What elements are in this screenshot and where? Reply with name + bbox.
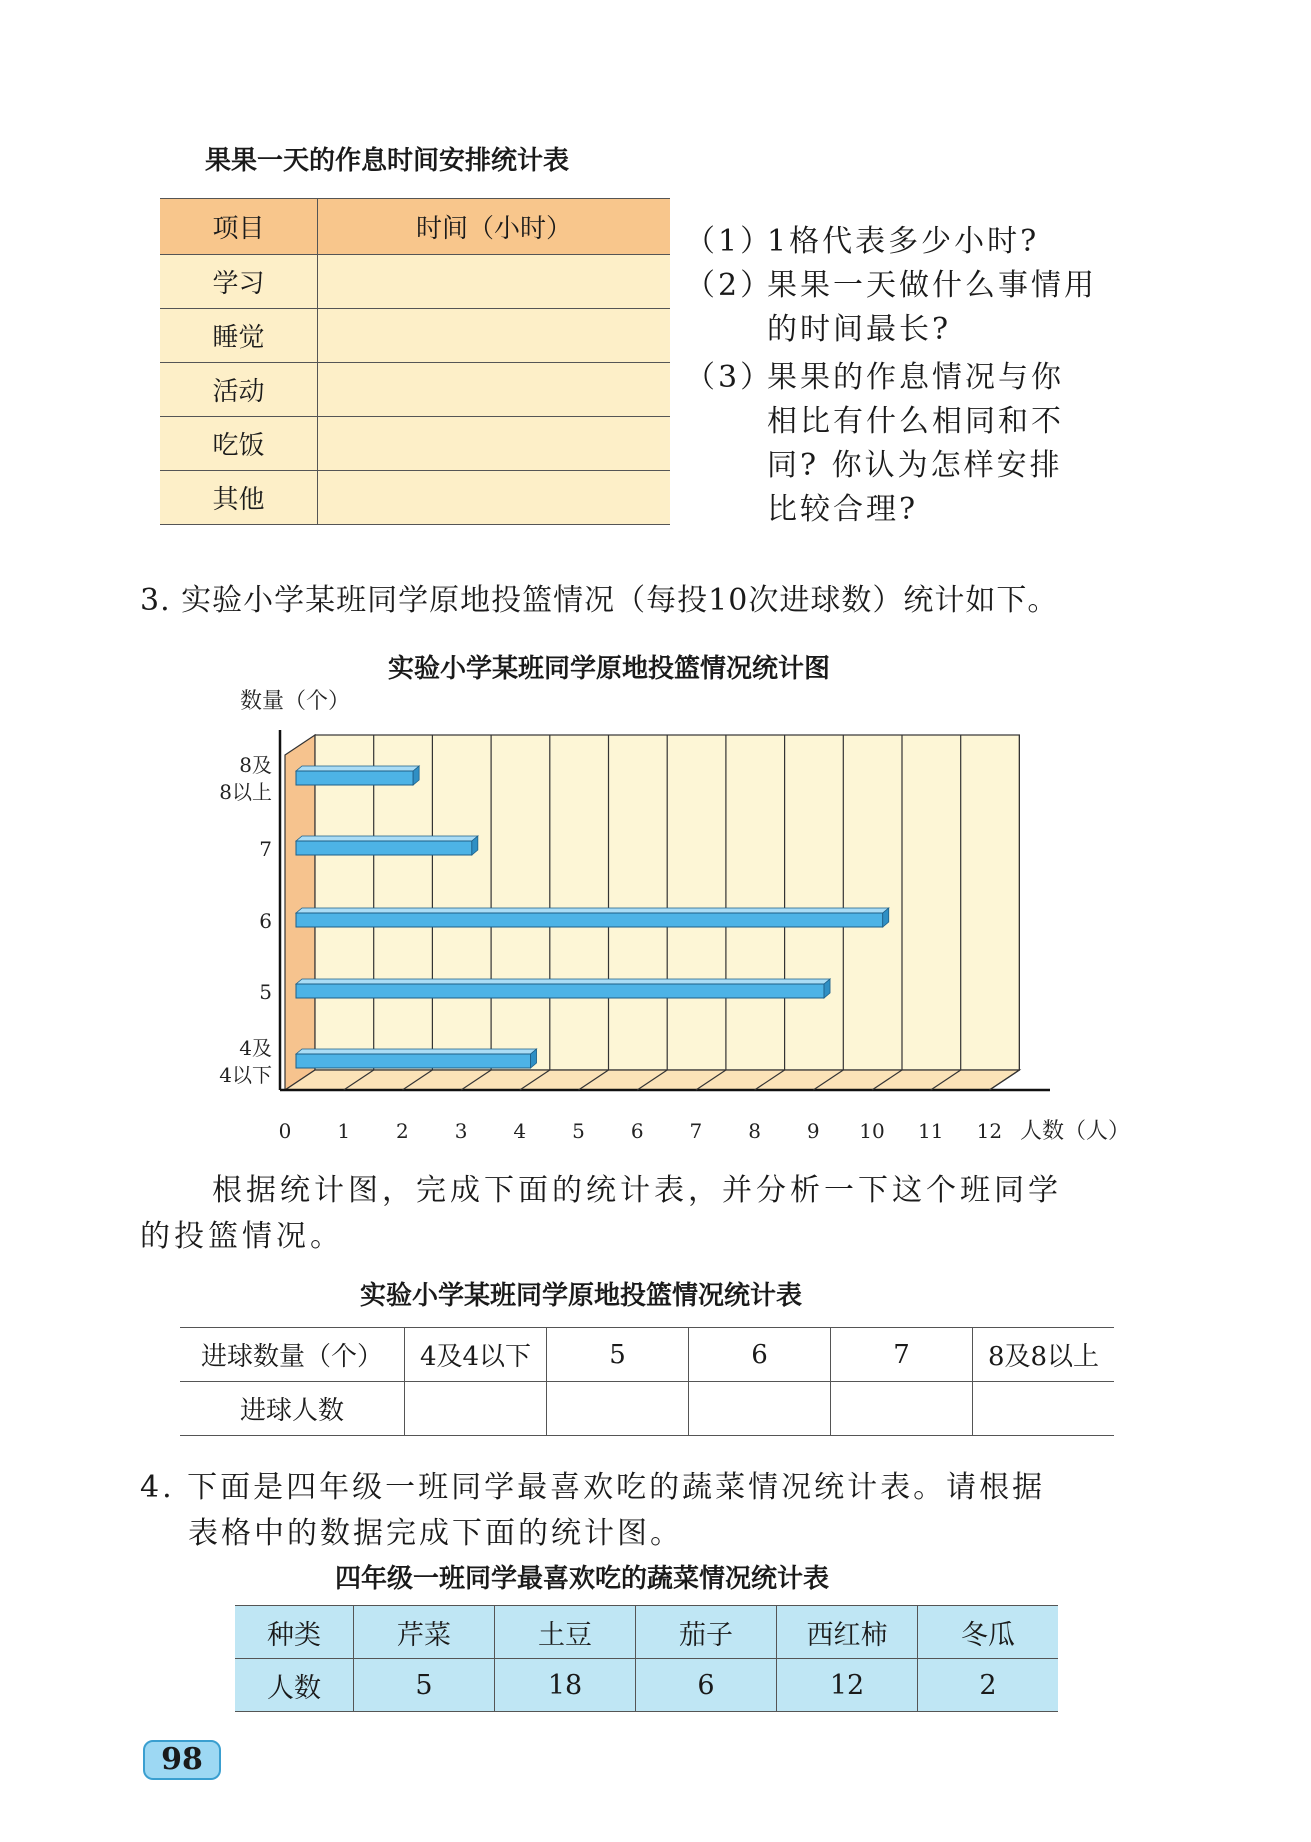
x-tick-label: 3	[454, 1119, 468, 1143]
table2-header-cell: 进球数量（个）	[180, 1328, 405, 1382]
table1-row-label: 学习	[160, 255, 318, 309]
section3-text: 3. 实验小学某班同学原地投篮情况（每投10次进球数）统计如下。	[140, 583, 1059, 618]
table2-empty-cell	[547, 1382, 689, 1436]
bar-top	[296, 1049, 537, 1054]
bar	[296, 841, 472, 855]
bar-top	[296, 908, 889, 913]
table3-title: 四年级一班同学最喜欢吃的蔬菜情况统计表	[335, 1564, 830, 1594]
table3-value-cell: 6	[636, 1659, 777, 1712]
x-tick-label: 1	[337, 1119, 351, 1143]
vegetable-table	[235, 1605, 1058, 1712]
table3-header-cell: 冬瓜	[918, 1606, 1059, 1659]
bar-top	[296, 836, 478, 841]
x-axis-title: 人数（人）	[1020, 1119, 1131, 1144]
bar	[296, 1054, 531, 1068]
x-tick-label: 6	[630, 1119, 644, 1143]
table3-value-cell: 12	[777, 1659, 918, 1712]
table2-header-cell: 5	[547, 1328, 689, 1382]
table2-header-cell: 8及8以上	[973, 1328, 1115, 1382]
table3-header-cell: 西红柿	[777, 1606, 918, 1659]
y-axis-title: 数量（个）	[240, 689, 351, 714]
x-tick-label: 10	[859, 1119, 885, 1143]
section4-line: 表格中的数据完成下面的统计图。	[188, 1516, 683, 1551]
bar-top	[296, 979, 830, 984]
table3-header-cell: 茄子	[636, 1606, 777, 1659]
table3-header-cell: 种类	[235, 1606, 354, 1659]
question-text: 1格代表多少小时?	[767, 224, 1040, 259]
question-text: 果果的作息情况与你	[767, 360, 1064, 395]
x-tick-label: 5	[572, 1119, 585, 1143]
table3-row-label: 人数	[235, 1659, 354, 1712]
x-tick-label: 12	[976, 1119, 1003, 1143]
table2-empty-cell	[405, 1382, 547, 1436]
x-tick-label: 4	[513, 1119, 527, 1143]
table1-row-label: 吃饭	[160, 417, 318, 471]
y-tick-label: 8及	[239, 753, 272, 777]
table2-header-cell: 4及4以下	[405, 1328, 547, 1382]
y-tick-label: 8以上	[219, 780, 272, 804]
y-tick-label: 4及	[239, 1036, 272, 1060]
table1-title: 果果一天的作息时间安排统计表	[205, 146, 570, 176]
question-text: 果果一天做什么事情用	[767, 268, 1097, 303]
question-text: 相比有什么相同和不	[767, 404, 1064, 439]
table3-value-cell: 5	[354, 1659, 495, 1712]
x-tick-label: 7	[689, 1119, 703, 1143]
table1-row-label: 活动	[160, 363, 318, 417]
y-tick-label: 4以下	[219, 1063, 272, 1087]
y-tick-label: 5	[259, 980, 272, 1004]
question-text: 比较合理?	[767, 492, 919, 527]
table1-row-label: 睡觉	[160, 309, 318, 363]
question-text: 同? 你认为怎样安排	[767, 448, 1063, 483]
x-tick-label: 8	[748, 1119, 761, 1143]
table3-header-cell: 土豆	[495, 1606, 636, 1659]
page-number: 98	[143, 1740, 221, 1780]
paragraph-line: 根据统计图，完成下面的统计表，并分析一下这个班同学	[212, 1173, 1062, 1208]
basketball-table	[180, 1327, 1114, 1436]
section4-line: 4. 下面是四年级一班同学最喜欢吃的蔬菜情况统计表。请根据	[140, 1470, 1046, 1505]
y-tick-label: 7	[259, 837, 272, 861]
x-tick-label: 0	[278, 1119, 292, 1143]
instruction-paragraph	[140, 1168, 1180, 1260]
x-tick-label: 11	[917, 1119, 944, 1143]
x-tick-label: 9	[806, 1119, 820, 1143]
table2-empty-cell	[973, 1382, 1115, 1436]
table3-value-cell: 18	[495, 1659, 636, 1712]
section4-text	[140, 1465, 1180, 1557]
table1-header-time: 时间（小时）	[318, 199, 671, 255]
question-number: （1）	[685, 224, 774, 259]
table1-row-label: 其他	[160, 471, 318, 525]
x-tick-label: 2	[396, 1119, 409, 1143]
question-text: 的时间最长?	[767, 312, 952, 347]
bar	[296, 984, 824, 998]
chart-title: 实验小学某班同学原地投篮情况统计图	[388, 654, 831, 684]
y-tick-label: 6	[259, 909, 272, 933]
table3-value-cell: 2	[918, 1659, 1059, 1712]
question-number: （2）	[685, 268, 774, 303]
table2-header-cell: 6	[689, 1328, 831, 1382]
table2-header-cell: 7	[831, 1328, 973, 1382]
question-number: （3）	[685, 360, 774, 395]
table2-row-label: 进球人数	[180, 1382, 405, 1436]
bar	[296, 771, 413, 785]
table2-empty-cell	[689, 1382, 831, 1436]
paragraph-line: 的投篮情况。	[140, 1219, 344, 1254]
table2-title: 实验小学某班同学原地投篮情况统计表	[360, 1281, 803, 1311]
bar	[296, 913, 883, 927]
table1-header-item: 项目	[160, 199, 318, 255]
bar-top	[296, 766, 419, 771]
table2-empty-cell	[831, 1382, 973, 1436]
table3-header-cell: 芹菜	[354, 1606, 495, 1659]
